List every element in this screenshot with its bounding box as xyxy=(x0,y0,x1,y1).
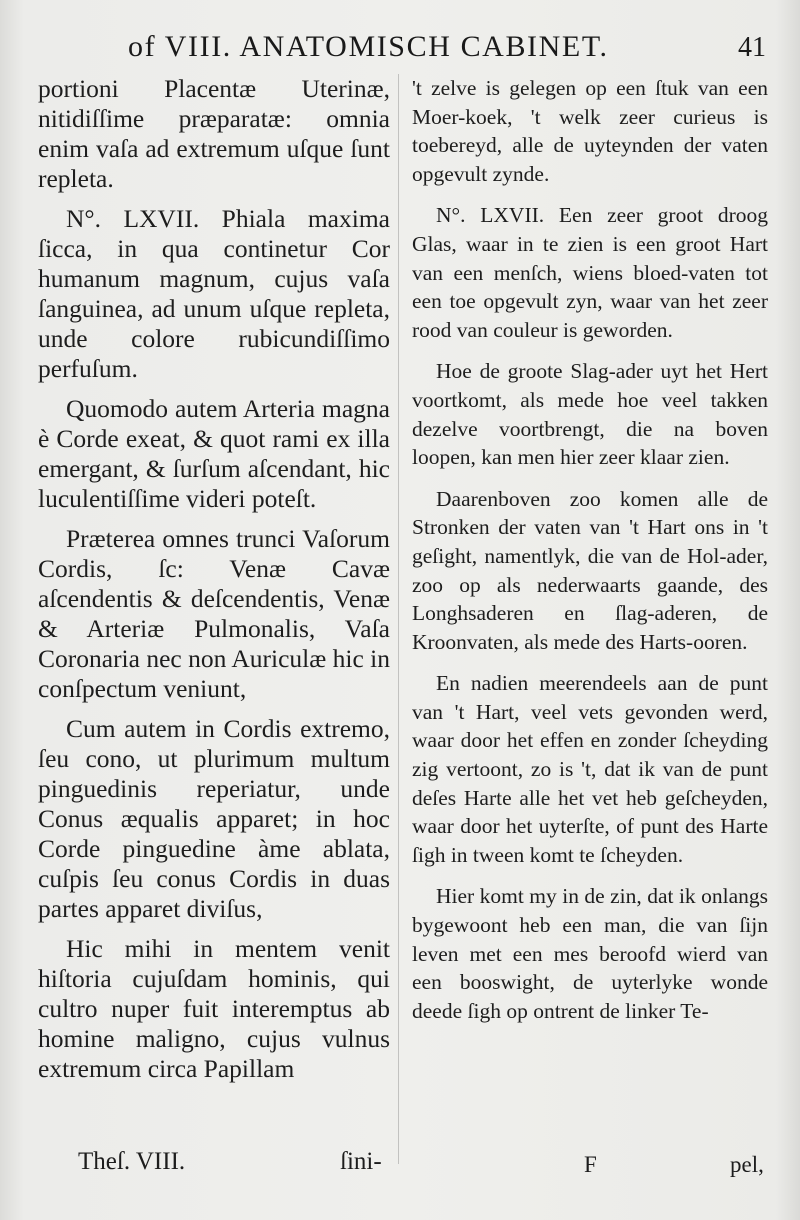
dutch-paragraph: Daarenboven zoo komen alle de Stronken der vaten van 't Hart ons in 't geſight, namentlyk, die van de Hol-ader, zoo op als nederwaarts gaande, des Longhsaderen en ſlag-aderen, de Kroonvaten, als mede des Harts-ooren. xyxy=(412,486,768,654)
signature-mark: F xyxy=(584,1152,597,1177)
dutch-paragraph: Hoe de groote Slag-ader uyt het Hert voortkomt, als mede hoe veel takken dezelve voortbrengt, die na boven loopen, kan men hier zeer klaar zien. xyxy=(412,359,768,470)
page-footer xyxy=(0,1148,800,1188)
running-header xyxy=(0,30,800,70)
column-divider xyxy=(398,74,399,1164)
latin-paragraph: Hic mihi in mentem venit hiſtoria cujuſdam hominis, qui cultro nuper fuit interemptus ab homine maligno, cujus vulnus extremum circa Papillam xyxy=(38,934,390,1083)
latin-column xyxy=(38,74,390,1094)
dutch-paragraph: 't zelve is gelegen op een ſtuk van een Moer-koek, 't welk zeer curieus is toebereyd, alle de uyteynden der vaten opgevult zynde. xyxy=(412,76,768,186)
dutch-column xyxy=(412,74,768,1038)
latin-paragraph: portioni Placentæ Uterinæ, nitidiſſime præparatæ: omnia enim vaſa ad extremum uſque ſunt repleta. xyxy=(38,74,390,193)
dutch-paragraph: Hier komt my in de zin, dat ik onlangs bygewoont heb een man, die van ſijn leven met een mes beroofd wierd van een booswight, de uyterlyke wonde deede ſigh op ontrent de linker Te- xyxy=(412,884,768,1023)
latin-paragraph: Quomodo autem Arteria magna è Corde exeat, & quot rami ex illa emergant, & ſurſum aſcendant, hic luculentiſſime videri poteſt. xyxy=(38,394,390,513)
dutch-paragraph: N°. LXVII. Een zeer groot droog Glas, waar in te zien is een groot Hart van een menſch, wiens bloed-vaten tot een toe opgevult zyn, waar van het zeer rood van couleur is geworden. xyxy=(412,203,768,342)
latin-paragraph: Cum autem in Cordis extremo, ſeu cono, ut plurimum multum pinguedinis reperiatur, unde Conus æqualis apparet; in hoc Corde pinguedine àme ablata, cuſpis ſeu conus Cordis in duas partes apparet diviſus, xyxy=(38,714,390,923)
latin-catchword: ſini- xyxy=(340,1148,382,1175)
dutch-paragraph: En nadien meerendeels aan de punt van 't Hart, veel vets gevonden werd, waar door het effen en zonder ſcheyding zig vertoont, zo is 't, dat ik van de punt deſes Harte alle het vet heb geſcheyden, waar door het uyterſte, of punt des Harte ſigh in tween komt te ſcheyden. xyxy=(412,671,768,867)
dutch-catchword: pel, xyxy=(730,1152,764,1177)
latin-paragraph: Præterea omnes trunci Vaſorum Cordis, ſc: Venæ Cavæ aſcendentis & deſcendentis, Venæ & Arteriæ Pulmonalis, Vaſa Coronaria nec non Auriculæ hic in conſpectum veniunt, xyxy=(38,524,390,703)
running-title: of VIII. ANATOMISCH CABINET. xyxy=(128,30,609,63)
thesis-marker: Theſ. VIII. xyxy=(78,1148,186,1175)
latin-paragraph: N°. LXVII. Phiala maxima ſicca, in qua continetur Cor humanum magnum, cujus vaſa ſanguinea, ad unum uſque repleta, unde colore rubicundiſſimo perfuſum. xyxy=(38,204,390,383)
page-number: 41 xyxy=(738,32,766,63)
